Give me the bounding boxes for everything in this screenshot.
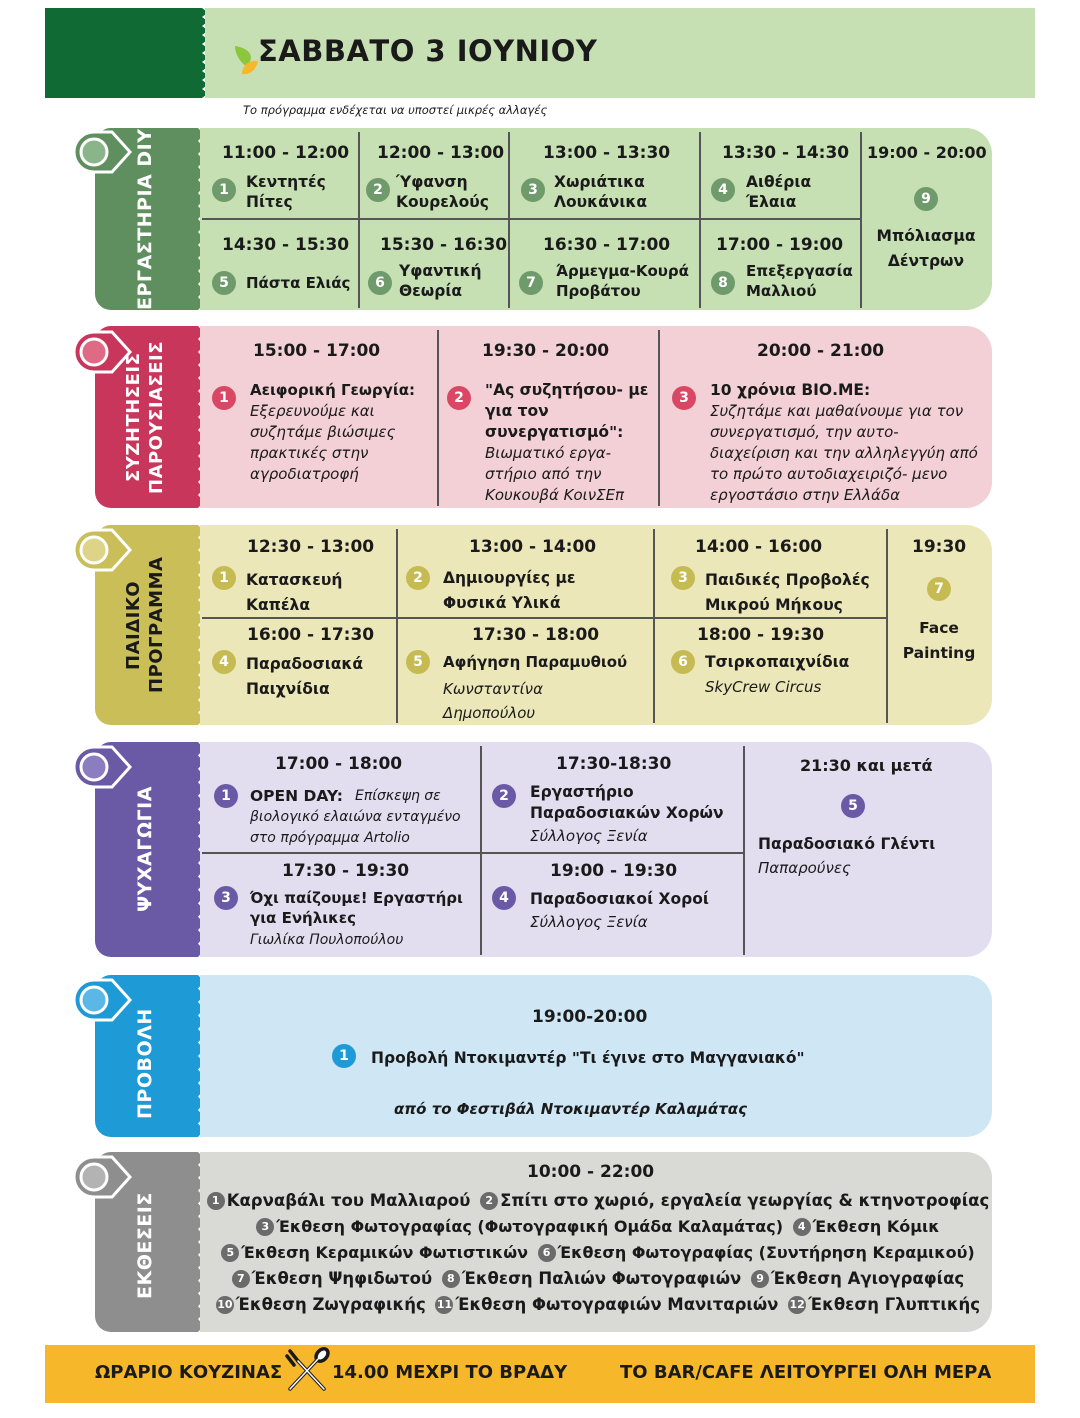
fun-number-4: 4 <box>492 886 516 910</box>
kids-desc-6: SkyCrew Circus <box>705 678 822 696</box>
talk-desc-3: Συζητάμε και μαθαίνουμε για τον συνεργατισμό, την αυτο- διαχείριση και την αλληλεγγύη από το πρώτο αυτοδιαχειριζό- μενο εργοστάσιο στην Ελλάδα <box>710 402 978 504</box>
fun-number-2: 2 <box>492 784 516 808</box>
diy-number-4: 4 <box>711 178 735 202</box>
kids-time-3: 14:00 - 16:00 <box>695 537 823 557</box>
exhibit-title: Έκθεση Φωτογραφίας (Φωτογραφική Ομάδα Καλαμάτας) <box>276 1217 784 1236</box>
exhibitions-line-2 <box>200 1217 992 1236</box>
kids-section-label: ΠΑΙΔΙΚΟ ΠΡΟΓΡΑΜΜΑ <box>123 556 167 694</box>
cutlery-icon <box>282 1345 332 1395</box>
exhibit-title: Έκθεση Φωτογραφιών Μανιταριών <box>455 1295 779 1314</box>
kids-number-7: 7 <box>927 577 951 601</box>
kids-time-4: 16:00 - 17:30 <box>247 625 375 645</box>
exhibitions-section-label: ΕΚΘΕΣΕΙΣ <box>134 1192 156 1300</box>
fun-number-3: 3 <box>214 886 238 910</box>
diy-title-1: Κεντητές Πίτες <box>246 173 326 211</box>
kids-time-1: 12:30 - 13:00 <box>247 537 375 557</box>
screening-desc: από το Φεστιβάλ Ντοκιμαντέρ Καλαμάτας <box>394 1100 747 1118</box>
diy-number-8: 8 <box>711 271 735 295</box>
diy-time-8: 17:00 - 19:00 <box>716 235 844 255</box>
exhibit-title: Καρναβάλι του Μαλλιαρού <box>226 1191 471 1210</box>
kids-time-5: 17:30 - 18:00 <box>472 625 600 645</box>
exhibit-number: 8 <box>442 1270 460 1288</box>
exhibit-number: 11 <box>435 1296 453 1314</box>
diy-number-9: 9 <box>914 187 938 211</box>
exhibitions-line-4 <box>200 1269 992 1288</box>
talk-desc-2: Βιωματικό εργα- στήριο από την Κουκουβά ΚοινΣΕπ <box>485 444 625 504</box>
exhibit-number: 9 <box>751 1270 769 1288</box>
schedule-change-note: Το πρόγραμμα ενδέχεται να υποστεί μικρές αλλαγές <box>243 103 548 117</box>
exhibit-number: 12 <box>788 1296 806 1314</box>
kids-title-5: Αφήγηση Παραμυθιού <box>443 653 628 671</box>
talk-number-2: 2 <box>447 386 471 410</box>
exhibit-title: Έκθεση Γλυπτικής <box>808 1295 981 1314</box>
fun-title-2: Εργαστήριο Παραδοσιακών Χορών <box>530 783 724 822</box>
kids-number-4: 4 <box>212 650 236 674</box>
exhibit-title: Σπίτι στο χωριό, εργαλεία γεωργίας & κτηνοτροφίας <box>500 1191 990 1210</box>
exhibit-number: 4 <box>793 1218 811 1236</box>
kids-number-3: 3 <box>671 566 695 590</box>
talk-time-1: 15:00 - 17:00 <box>253 341 381 361</box>
exhibit-title: Έκθεση Παλιών Φωτογραφιών <box>461 1269 742 1288</box>
page-title: ΣΑΒΒΑΤΟ 3 ΙΟΥΝΙΟΥ <box>258 34 598 68</box>
talk-desc-1: Εξερευνούμε και συζητάμε βιώσιμες πρακτικές στην αγροδιατροφή <box>250 402 396 483</box>
diy-number-6: 6 <box>368 271 392 295</box>
diy-time-9: 19:00 - 20:00 <box>867 143 987 162</box>
diy-title-3: Χωριάτικα Λουκάνικα <box>554 173 648 211</box>
exhibit-number: 6 <box>538 1244 556 1262</box>
diy-title-9: Μπόλιασμα Δέντρων <box>876 227 976 270</box>
kids-time-6: 18:00 - 19:30 <box>697 625 825 645</box>
exhibit-number: 2 <box>480 1192 498 1210</box>
diy-number-2: 2 <box>366 178 390 202</box>
kids-title-1: Κατασκευή Καπέλα <box>246 571 343 614</box>
exhibit-title: Έκθεση Αγιογραφίας <box>771 1269 965 1288</box>
exhibit-number: 10 <box>216 1296 234 1314</box>
exhibit-title: Έκθεση Φωτογραφίας (Συντήρηση Κεραμικού) <box>557 1243 975 1262</box>
talk-time-3: 20:00 - 21:00 <box>757 341 885 361</box>
fun-title-1: OPEN DAY: <box>250 787 343 805</box>
kids-number-5: 5 <box>406 650 430 674</box>
exhibit-title: Έκθεση Ζωγραφικής <box>235 1295 426 1314</box>
exhibit-number: 1 <box>207 1192 225 1210</box>
exhibit-title: Έκθεση Κεραμικών Φωτιστικών <box>241 1243 529 1262</box>
exhibit-number: 7 <box>232 1270 250 1288</box>
fun-time-3: 17:30 - 19:30 <box>282 861 410 881</box>
kitchen-hours-label: ΩΡΑΡΙΟ ΚΟΥΖΙΝΑΣ <box>95 1362 283 1383</box>
diy-time-1: 11:00 - 12:00 <box>222 143 350 163</box>
fun-desc-2: Σύλλογος Ξενία <box>530 827 648 845</box>
fun-desc-4: Σύλλογος Ξενία <box>530 913 648 931</box>
diy-number-1: 1 <box>212 178 236 202</box>
diy-time-2: 12:00 - 13:00 <box>377 143 505 163</box>
screening-time: 19:00-20:00 <box>532 1007 648 1027</box>
exhibit-number: 3 <box>256 1218 274 1236</box>
kids-title-7: Face Painting <box>902 619 976 662</box>
header-green-block <box>45 8 198 98</box>
diy-title-4: Αιθέρια Έλαια <box>746 173 812 211</box>
fun-title-4: Παραδοσιακοί Χοροί <box>530 890 709 908</box>
exhibit-title: Έκθεση Ψηφιδωτού <box>251 1269 433 1288</box>
bar-cafe-note: ΤΟ BAR/CAFE ΛΕΙΤΟΥΡΓΕΙ ΟΛΗ ΜΕΡΑ <box>620 1362 992 1383</box>
diy-number-3: 3 <box>521 178 545 202</box>
leaf-icon <box>232 44 260 80</box>
exhibit-title: Έκθεση Κόμικ <box>812 1217 940 1236</box>
fun-number-1: 1 <box>214 784 238 808</box>
diy-number-5: 5 <box>212 271 236 295</box>
fun-title-5: Παραδοσιακό Γλέντι <box>758 835 936 853</box>
fun-time-4: 19:00 - 19:30 <box>550 861 678 881</box>
exhibitions-time: 10:00 - 22:00 <box>527 1162 655 1182</box>
fun-desc-3: Γιωλίκα Πουλοπούλου <box>250 932 404 948</box>
kids-number-2: 2 <box>406 566 430 590</box>
diy-time-6: 15:30 - 16:30 <box>380 235 508 255</box>
kids-title-2: Δημιουργίες με Φυσικά Υλικά <box>443 569 576 612</box>
kids-number-6: 6 <box>671 650 695 674</box>
fun-number-5: 5 <box>841 794 865 818</box>
screening-number: 1 <box>332 1044 356 1068</box>
diy-section-label: ΕΡΓΑΣΤΗΡΙΑ DIY <box>134 128 156 310</box>
kids-time-7: 19:30 <box>912 537 967 557</box>
kids-time-2: 13:00 - 14:00 <box>469 537 597 557</box>
fun-time-1: 17:00 - 18:00 <box>275 754 403 774</box>
diy-number-7: 7 <box>519 271 543 295</box>
talk-time-2: 19:30 - 20:00 <box>482 341 610 361</box>
diy-title-2: Ύφανση Κουρελούς <box>396 173 489 211</box>
diy-time-5: 14:30 - 15:30 <box>222 235 350 255</box>
fun-section-label: ΨΥΧΑΓΩΓΙΑ <box>134 786 156 913</box>
kids-title-4: Παραδοσιακά Παιχνίδια <box>246 655 364 698</box>
exhibit-number: 5 <box>221 1244 239 1262</box>
fun-title-3: Όχι παίζουμε! Εργαστήρι για Ενήλικες <box>250 889 463 927</box>
diy-title-7: Άρμεγμα-Κουρά Προβάτου <box>556 262 689 300</box>
screening-section-label: ΠΡΟΒΟΛΗ <box>134 1008 156 1119</box>
kids-title-6: Τσιρκοπαιχνίδια <box>705 653 850 671</box>
kids-number-1: 1 <box>212 566 236 590</box>
exhibitions-line-3 <box>200 1243 992 1262</box>
talk-title-1: Αειφορική Γεωργία: <box>250 381 416 399</box>
diy-time-3: 13:00 - 13:30 <box>543 143 671 163</box>
fun-desc-1: Επίσκεψη σε βιολογικό ελαιώνα ενταγμένο στο πρόγραμμα Artolio <box>250 788 461 846</box>
diy-title-8: Επεξεργασία Μαλλιού <box>746 262 853 300</box>
diy-time-7: 16:30 - 17:00 <box>543 235 671 255</box>
talk-number-1: 1 <box>212 386 236 410</box>
kitchen-hours-value: 14.00 ΜΕΧΡΙ ΤΟ ΒΡΑΔΥ <box>332 1362 568 1383</box>
fun-time-5: 21:30 και μετά <box>800 756 933 775</box>
talks-section-label: ΣΥΖΗΤΗΣΕΙΣ ΠΑΡΟΥΣΙΑΣΕΙΣ <box>123 340 167 494</box>
fun-time-2: 17:30-18:30 <box>556 754 672 774</box>
diy-title-6: Υφαντική Θεωρία <box>399 262 482 300</box>
talk-title-2: "Ας συζητήσου- με για τον συνεργατισμό": <box>485 381 649 441</box>
talk-number-3: 3 <box>672 386 696 410</box>
kids-desc-5: Κωνσταντίνα Δημοπούλου <box>443 680 543 722</box>
fun-desc-5: Παπαρούνες <box>758 859 851 877</box>
exhibitions-line-5 <box>200 1295 992 1314</box>
screening-title: Προβολή Ντοκιμαντέρ "Τι έγινε στο Μαγγανιακό" <box>371 1049 805 1067</box>
diy-time-4: 13:30 - 14:30 <box>722 143 850 163</box>
talk-title-3: 10 χρόνια ΒΙΟ.ΜΕ: <box>710 381 871 399</box>
kids-title-3: Παιδικές Προβολές Μικρού Μήκους <box>705 571 870 614</box>
diy-title-5: Πάστα Ελιάς <box>246 274 351 292</box>
exhibitions-line-1 <box>200 1191 992 1210</box>
